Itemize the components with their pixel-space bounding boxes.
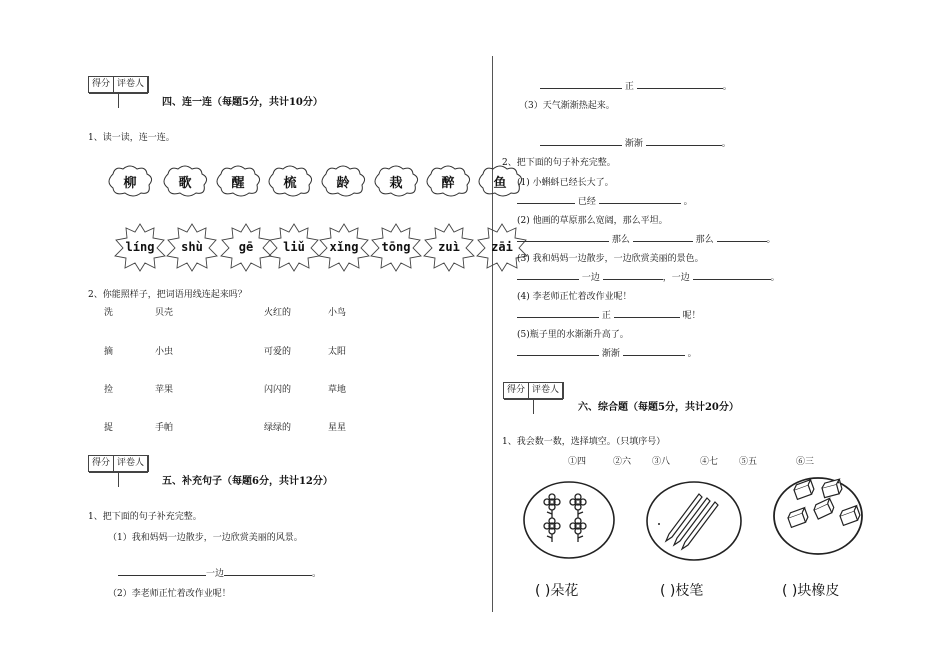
label-pencils: ( )枝笔 [660, 583, 704, 599]
flower-char-text: 柳 [123, 175, 137, 191]
match-word[interactable]: 捡 [104, 385, 114, 395]
blank-line[interactable] [599, 194, 681, 204]
leaf-pinyin[interactable] [368, 222, 424, 272]
flower-char-text: 龄 [336, 175, 350, 191]
grader-label: 评卷人 [529, 383, 563, 398]
blank-line[interactable] [224, 566, 312, 576]
flower-char[interactable] [265, 164, 315, 198]
match-word[interactable]: 小鸟 [328, 308, 347, 318]
flower-icons [544, 494, 586, 542]
blank-line[interactable] [517, 346, 599, 356]
pinyin-text: zāi [491, 240, 513, 254]
blank-line[interactable] [517, 232, 609, 242]
pencils-oval [645, 480, 743, 562]
flower-char-text: 醒 [231, 175, 245, 191]
flower-char-text: 歌 [178, 175, 192, 191]
sec5-s2: （2）李老师正忙着改作业呢！ [108, 589, 231, 599]
leaf-pinyin[interactable] [316, 222, 372, 272]
option-item: ⑥三 [796, 457, 815, 467]
match-word[interactable]: 火红的 [264, 308, 292, 318]
label-flowers: ( )朵花 [535, 583, 579, 599]
blank-line[interactable] [517, 194, 575, 204]
pinyin-text: shù [181, 240, 203, 254]
flower-char-text: 醉 [441, 175, 455, 191]
erasers-oval [772, 476, 864, 556]
rt-jianjian-line: 渐渐 。 [540, 136, 731, 149]
score-box-sec5 [88, 455, 149, 472]
match-word[interactable]: 洗 [104, 308, 114, 318]
blank-line[interactable] [540, 79, 622, 89]
match-word[interactable]: 小虫 [155, 347, 174, 357]
match-word[interactable]: 绿绿的 [264, 423, 292, 433]
blank-line[interactable] [517, 308, 599, 318]
match-word[interactable]: 星星 [328, 423, 347, 433]
q2-s5: (5)瓶子里的水渐渐升高了。 [517, 330, 629, 340]
flower-char[interactable] [213, 164, 263, 198]
blank-line[interactable] [623, 346, 685, 356]
q2-s2: (2) 他画的草原那么宽阔，那么平坦。 [517, 216, 668, 226]
q2-s1-answer: 已经 。 [517, 194, 693, 207]
q2-s3-answer: 一边 ，一边 。 [517, 270, 780, 283]
match-word[interactable]: 贝壳 [155, 308, 174, 318]
flowers-oval [522, 480, 616, 560]
sec5-q1: 1、把下面的句子补充完整。 [88, 512, 202, 522]
leaf-pinyin[interactable] [164, 222, 220, 272]
match-word[interactable]: 闪闪的 [264, 385, 292, 395]
match-word[interactable]: 摘 [104, 347, 114, 357]
grader-label: 评卷人 [114, 456, 148, 471]
match-word[interactable]: 草地 [328, 385, 347, 395]
match-word[interactable]: 苹果 [155, 385, 174, 395]
q2-s2-answer: 那么 那么 。 [517, 232, 776, 245]
pinyin-text: tōng [381, 240, 411, 254]
q2-s4-answer: 正 呢！ [517, 308, 701, 321]
rt-zheng-line: 正 。 [540, 79, 732, 92]
pencil-icons [666, 494, 718, 549]
sec6-title: 六、综合题（每题5分，共计20分） [578, 402, 739, 413]
flower-char[interactable] [423, 164, 473, 198]
match-word[interactable]: 捉 [104, 423, 114, 433]
option-item: ④七 [700, 457, 719, 467]
rt-s3: （3）天气渐渐热起来。 [519, 101, 615, 111]
q2-s4: (4) 李老师正忙着改作业呢！ [517, 292, 632, 302]
blank-line[interactable] [717, 232, 767, 242]
match-word[interactable]: 太阳 [328, 347, 347, 357]
q2-s1: (1) 小蝌蚪已经长大了。 [517, 178, 614, 188]
score-label: 得分 [89, 456, 114, 471]
flower-char-text: 鱼 [493, 175, 507, 191]
pinyin-text: zuì [438, 240, 460, 254]
flower-char[interactable] [160, 164, 210, 198]
blank-line[interactable] [693, 270, 771, 280]
sec4-title: 四、连一连（每题5分，共计10分） [162, 97, 323, 108]
pinyin-text: xǐng [329, 240, 359, 254]
option-item: ①四 [568, 457, 587, 467]
leaf-pinyin[interactable] [421, 222, 477, 272]
label-erasers: ( )块橡皮 [782, 583, 840, 599]
match-word[interactable]: 手帕 [155, 423, 174, 433]
q2-s5-answer: 渐渐 。 [517, 346, 697, 359]
pinyin-text: liǔ [283, 240, 305, 254]
blank-line[interactable] [540, 136, 622, 146]
sec4-q2: 2、你能照样子，把词语用线连起来吗？ [88, 290, 247, 300]
pinyin-text: líng [125, 240, 155, 254]
score-label: 得分 [89, 77, 114, 92]
blank-line[interactable] [603, 270, 663, 280]
score-box-sec6 [503, 382, 564, 399]
option-item: ⑤五 [739, 457, 758, 467]
blank-line[interactable] [118, 566, 206, 576]
q2-title: 2、把下面的句子补充完整。 [502, 158, 616, 168]
option-item: ③八 [652, 457, 671, 467]
flower-char-text: 栽 [389, 175, 403, 191]
leaf-pinyin[interactable] [474, 222, 530, 272]
flower-char[interactable] [105, 164, 155, 198]
sec4-q1: 1、读一读，连一连。 [88, 133, 175, 143]
blank-line[interactable] [517, 270, 579, 280]
blank-line[interactable] [637, 79, 723, 89]
blank-line[interactable] [646, 136, 722, 146]
grader-label: 评卷人 [114, 77, 148, 92]
flower-char[interactable] [318, 164, 368, 198]
score-label: 得分 [504, 383, 529, 398]
column-divider [492, 56, 493, 612]
leaf-pinyin[interactable] [112, 222, 168, 272]
blank-line[interactable] [633, 232, 693, 242]
sec6-q1: 1、我会数一数，选择填空。（只填序号） [502, 437, 666, 447]
option-item: ②六 [613, 457, 632, 467]
leaf-pinyin[interactable] [266, 222, 322, 272]
eraser-icons [787, 479, 862, 527]
sec5-s1: （1）我和妈妈一边散步，一边欣赏美丽的风景。 [108, 533, 303, 543]
pinyin-text: gē [238, 240, 254, 254]
flower-char-text: 梳 [283, 175, 297, 191]
sec5-s1-answer: 一边 。 [118, 566, 321, 579]
blank-line[interactable] [614, 308, 680, 318]
score-box-sec4 [88, 76, 149, 93]
q2-s3: (3) 我和妈妈一边散步，一边欣赏美丽的景色。 [517, 254, 704, 264]
match-word[interactable]: 可爱的 [264, 347, 292, 357]
flower-char[interactable] [371, 164, 421, 198]
sec5-title: 五、补充句子（每题6分，共计12分） [162, 476, 333, 487]
